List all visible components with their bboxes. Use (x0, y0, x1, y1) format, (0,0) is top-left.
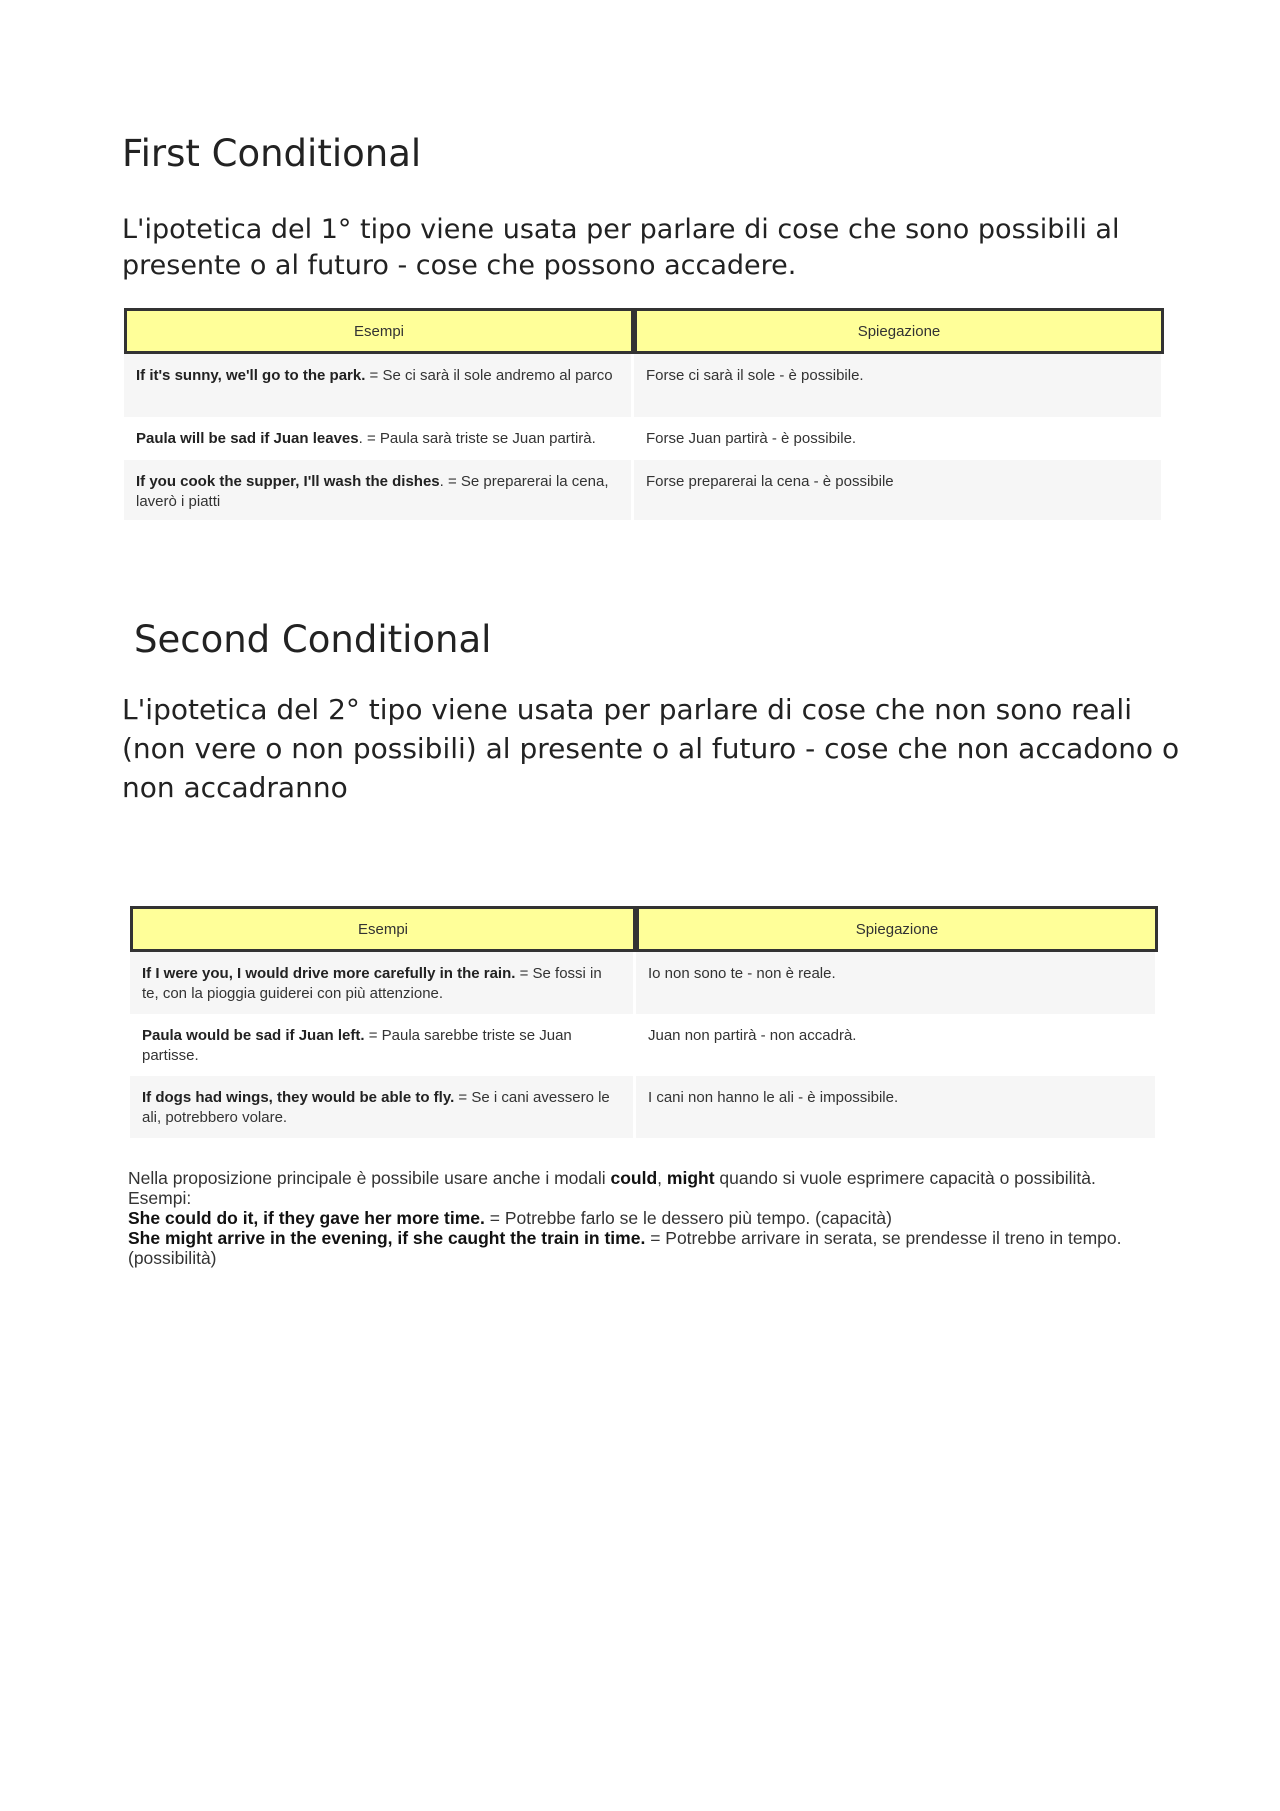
second-intro-line2: (non vere o non possibili) al presente o al futuro - cose che non accadono o (122, 732, 1180, 765)
examples-label: Esempi: (128, 1188, 192, 1208)
modal-example-bold: She might arrive in the evening, if she caught the train in time. (128, 1228, 646, 1248)
first-intro-line2: presente o al futuro - cose che possono accadere. (122, 250, 797, 281)
example-translation: = Paula sarebbe triste se Juan partisse. (142, 1027, 572, 1064)
example-bold: If I were you, I would drive more carefully in the rain. (142, 965, 516, 982)
table-row (130, 1014, 1158, 1076)
modals-note (128, 1168, 1148, 1268)
first-table-header-spiegazione: Spiegazione (634, 308, 1164, 354)
first-conditional-intro (122, 212, 1119, 284)
note-text: Nella proposizione principale è possibile usare anche i modali (128, 1168, 611, 1188)
table-row (124, 460, 1164, 520)
modal-example-bold: She could do it, if they gave her more time. (128, 1208, 485, 1228)
modal-example-translation: = Potrebbe arrivare in serata, se prendesse il treno in tempo. (possibilità) (128, 1228, 1122, 1268)
example-bold: Paula would be sad if Juan left. (142, 1027, 365, 1044)
first-conditional-title: First Conditional (122, 132, 422, 175)
modal-might: might (666, 1168, 715, 1188)
explanation-cell: Juan non partirà - non accadrà. (636, 1014, 1158, 1076)
second-conditional-title: Second Conditional (134, 618, 492, 661)
example-bold: Paula will be sad if Juan leaves (136, 430, 359, 447)
example-translation: = Se i cani avessero le ali, potrebbero volare. (142, 1089, 610, 1126)
example-cell (130, 1076, 636, 1138)
example-cell (124, 417, 634, 460)
second-intro-line1: L'ipotetica del 2° tipo viene usata per parlare di cose che non sono reali (122, 693, 1132, 726)
second-conditional-table (130, 906, 1158, 1138)
second-intro-line3: non accadranno (122, 771, 348, 804)
table-row (124, 417, 1164, 460)
table-row (130, 1076, 1158, 1138)
example-cell (130, 1014, 636, 1076)
explanation-cell: Forse ci sarà il sole - è possibile. (634, 354, 1164, 417)
example-translation: . = Se preparerai la cena, laverò i piatti (136, 473, 609, 510)
table-row (130, 952, 1158, 1014)
modal-example-1 (128, 1208, 1148, 1228)
first-table-header-esempi: Esempi (124, 308, 634, 354)
note-separator: , (657, 1168, 667, 1188)
example-translation: = Se ci sarà il sole andremo al parco (365, 367, 613, 384)
second-table-header-esempi: Esempi (130, 906, 636, 952)
example-cell (124, 354, 634, 417)
example-translation: . = Paula sarà triste se Juan partirà. (358, 430, 596, 447)
table-row (124, 354, 1164, 417)
modal-could: could (610, 1168, 658, 1188)
example-bold: If it's sunny, we'll go to the park. (136, 367, 366, 384)
first-intro-line1: L'ipotetica del 1° tipo viene usata per parlare di cose che sono possibili al (122, 214, 1120, 245)
explanation-cell: Forse Juan partirà - è possibile. (634, 417, 1164, 460)
modal-example-translation: = Potrebbe farlo se le dessero più tempo. (capacità) (484, 1208, 892, 1228)
example-translation: = Se fossi in te, con la pioggia guiderei con più attenzione. (142, 965, 602, 1002)
modals-note-text (128, 1168, 1148, 1188)
second-conditional-intro (122, 690, 1179, 807)
explanation-cell: I cani non hanno le ali - è impossibile. (636, 1076, 1158, 1138)
example-cell (130, 952, 636, 1014)
explanation-cell: Io non sono te - non è reale. (636, 952, 1158, 1014)
note-text-end: quando si vuole esprimere capacità o possibilità. (714, 1168, 1096, 1188)
first-conditional-table (124, 308, 1164, 520)
example-cell (124, 460, 634, 520)
modal-example-2 (128, 1228, 1148, 1268)
example-bold: If you cook the supper, I'll wash the dishes (136, 473, 440, 490)
explanation-cell: Forse preparerai la cena - è possibile (634, 460, 1164, 520)
example-bold: If dogs had wings, they would be able to fly. (142, 1089, 455, 1106)
second-table-header-spiegazione: Spiegazione (636, 906, 1158, 952)
